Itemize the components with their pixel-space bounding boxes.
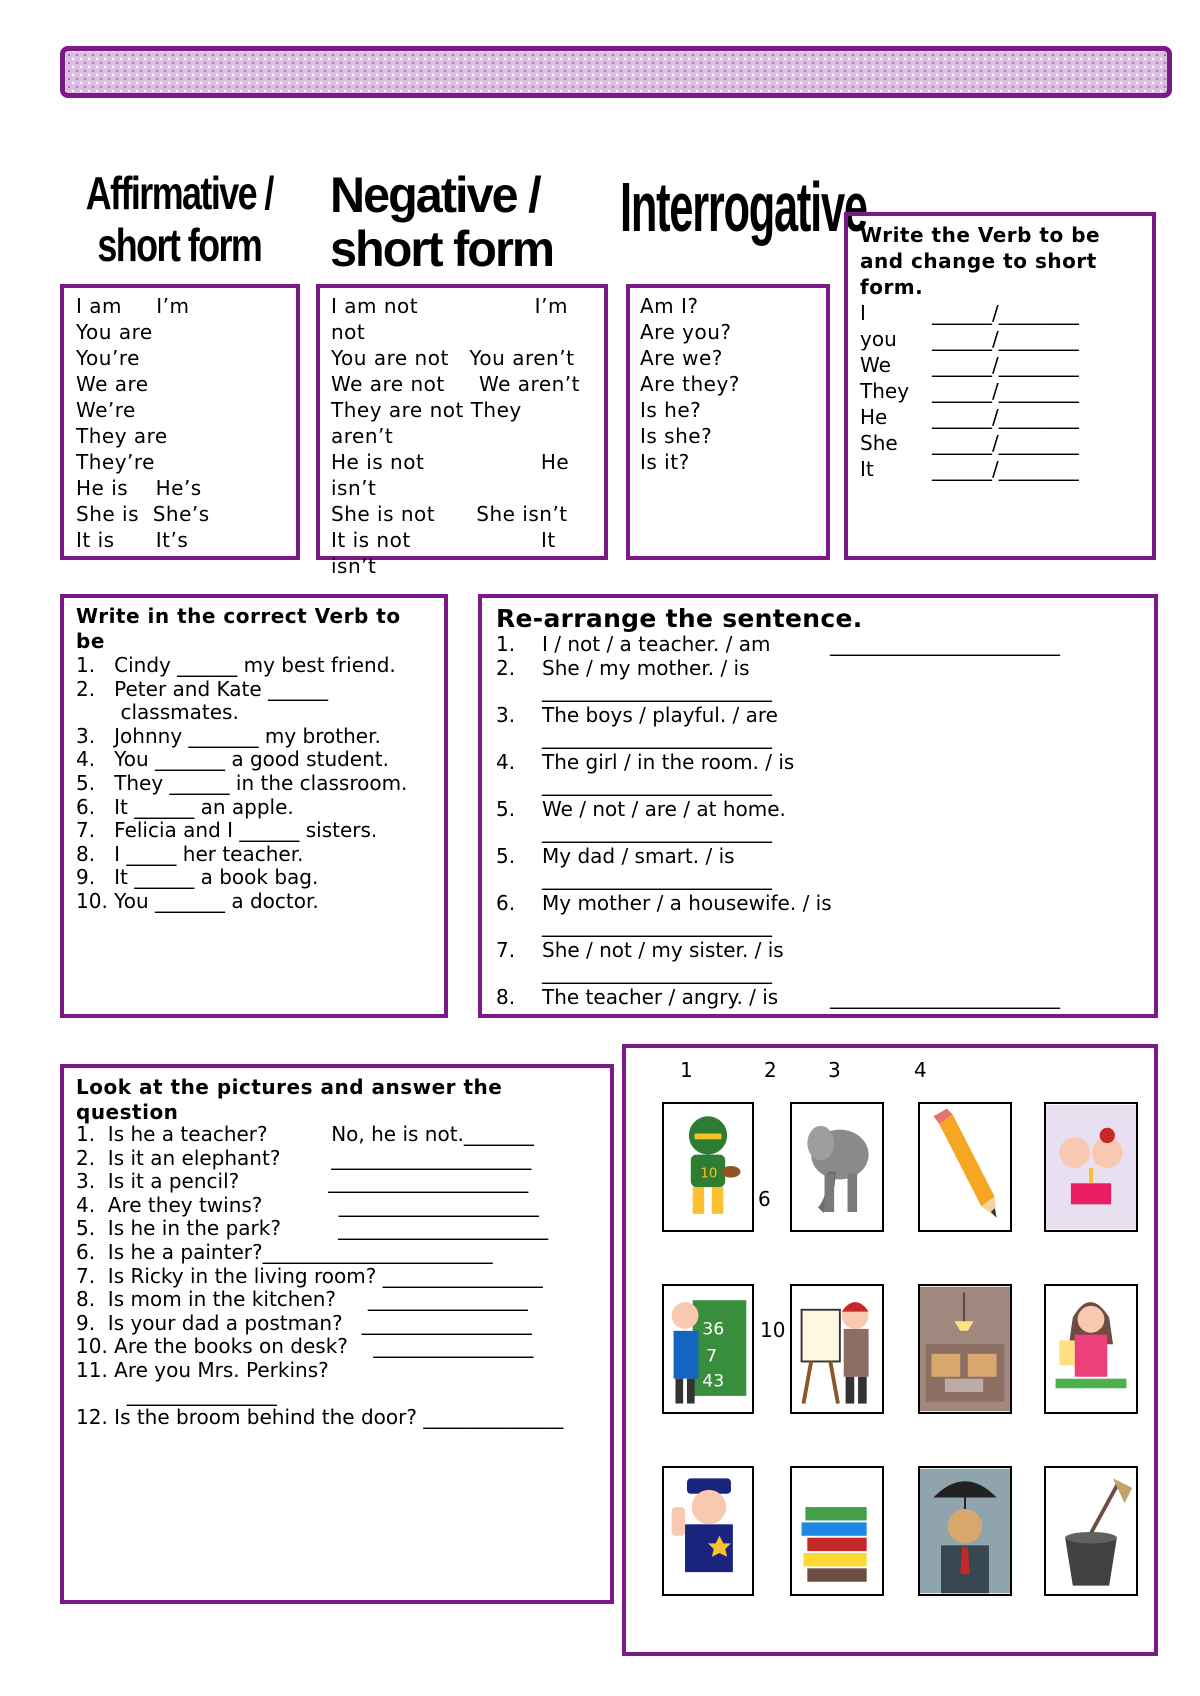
shortform-blank[interactable]: ______/________ (932, 457, 1079, 481)
negative-line: isn’t (331, 554, 377, 578)
rearrange-text: I / not / a teacher. / am (542, 632, 771, 656)
question-item: 3. Is it a pencil? ____________________ (76, 1169, 529, 1194)
heading-negative-line1: Negative / (330, 167, 540, 223)
rearrange-answer-blank[interactable]: _______________________ (542, 772, 772, 796)
verb-to-be-item: 2. Peter and Kate ______ (76, 676, 329, 701)
verb-to-be-list (76, 654, 407, 914)
affirmative-line: It is It’s (76, 528, 189, 552)
question-item: 9. Is your dad a postman? _________________ (76, 1310, 532, 1335)
rearrange-number: 7. (496, 938, 516, 962)
verb-to-be-item: 3. Johnny _______ my brother. (76, 723, 381, 748)
rearrange-list (496, 632, 1146, 1032)
rearrange-text: She / my mother. / is (542, 656, 750, 680)
rearrange-number: 6. (496, 891, 516, 915)
heading-negative-line2: short form (330, 221, 554, 277)
picture-police-officer (662, 1466, 754, 1596)
negative-line: I am not I’m (331, 294, 568, 318)
negative-line: isn’t (331, 476, 377, 500)
affirmative-line: We are (76, 372, 149, 396)
rearrange-number: 2. (496, 656, 516, 680)
question-item: 11. Are you Mrs. Perkins? (76, 1357, 329, 1382)
rearrange-text: The teacher / angry. / is (542, 985, 779, 1009)
picture-books (790, 1466, 884, 1596)
shortform-row (860, 404, 1079, 430)
rearrange-answer-blank[interactable]: _______________________ (542, 725, 772, 749)
shortform-rows (860, 300, 1079, 482)
affirmative-line: You’re (76, 346, 140, 370)
verb-to-be-item: 8. I _____ her teacher. (76, 841, 304, 866)
picture-painter (790, 1284, 884, 1414)
shortform-pronoun: They (860, 379, 910, 403)
picture-number-4: 4 (914, 1058, 927, 1082)
rearrange-item (496, 938, 1146, 985)
interrogative-line: Is she? (640, 424, 713, 448)
picture-elephant (790, 1102, 884, 1232)
shortform-row (860, 300, 1079, 326)
affirmative-line: They’re (76, 450, 155, 474)
svg-text:10: 10 (700, 1166, 718, 1182)
rearrange-answer-blank[interactable]: _______________________ (542, 866, 772, 890)
question-item: 7. Is Ricky in the living room? ________________ (76, 1263, 543, 1288)
shortform-blank[interactable]: ______/________ (932, 379, 1079, 403)
picture-number-6: 6 (758, 1187, 771, 1211)
negative-line: We are not We aren’t (331, 372, 580, 396)
question-item: 4. Are they twins? ____________________ (76, 1192, 539, 1217)
shortform-blank[interactable]: ______/________ (932, 301, 1079, 325)
rearrange-text: We / not / are / at home. (542, 797, 786, 821)
rearrange-number: 5. (496, 797, 516, 821)
question-item: 12. Is the broom behind the door? ______________ (76, 1405, 564, 1430)
decorative-banner (60, 46, 1172, 98)
interrogative-line: Am I? (640, 294, 699, 318)
rearrange-number: 5. (496, 844, 516, 868)
shortform-title-line1: Write the Verb to be (860, 223, 1101, 247)
interrogative-line: Is it? (640, 450, 690, 474)
rearrange-number: 8. (496, 985, 516, 1009)
rearrange-answer-blank[interactable]: _______________________ (830, 632, 1060, 656)
interrogative-line: Are you? (640, 320, 732, 344)
question-item: 8. Is mom in the kitchen? ________________ (76, 1287, 528, 1312)
question-item: 1. Is he a teacher? No, he is not._______ (76, 1122, 534, 1146)
verb-to-be-item: 7. Felicia and I ______ sisters. (76, 818, 378, 843)
picture-living-room (918, 1284, 1012, 1414)
heading-affirmative-line1: Affirmative / (85, 167, 273, 219)
negative-line: She is not She isn’t (331, 502, 568, 526)
affirmative-line: We’re (76, 398, 136, 422)
rearrange-text: She / not / my sister. / is (542, 938, 784, 962)
verb-to-be-item: 10. You _______ a doctor. (76, 888, 319, 913)
rearrange-item (496, 985, 1146, 1032)
question-item: _______________ (76, 1381, 277, 1406)
shortform-row (860, 430, 1079, 456)
affirmative-line: You are (76, 320, 153, 344)
rearrange-title: Re-arrange the sentence. (496, 604, 863, 633)
rearrange-answer-blank[interactable]: _______________________ (830, 985, 1060, 1009)
verb-to-be-item: 9. It ______ a book bag. (76, 865, 319, 890)
affirmative-line: He is He’s (76, 476, 202, 500)
shortform-pronoun: She (860, 431, 898, 455)
svg-text:7: 7 (706, 1346, 718, 1367)
negative-line: They are not They (331, 398, 522, 422)
picture-pencil (918, 1102, 1012, 1232)
picture-woman-cooking (1044, 1284, 1138, 1414)
rearrange-item (496, 750, 1146, 797)
picture-number-3: 3 (828, 1058, 841, 1082)
shortform-row (860, 456, 1079, 482)
picture-number-10: 10 (760, 1318, 786, 1342)
verb-to-be-item: 5. They ______ in the classroom. (76, 770, 408, 795)
rearrange-number: 4. (496, 750, 516, 774)
shortform-pronoun: He (860, 405, 888, 429)
question-item: 5. Is he in the park? _____________________ (76, 1216, 549, 1241)
interrogative-line: Is he? (640, 398, 702, 422)
shortform-blank[interactable]: ______/________ (932, 327, 1079, 351)
rearrange-text: My mother / a housewife. / is (542, 891, 832, 915)
shortform-row (860, 352, 1079, 378)
rearrange-item (496, 632, 1146, 656)
svg-text:36: 36 (702, 1319, 725, 1340)
negative-line: not (331, 320, 366, 344)
rearrange-number: 1. (496, 632, 516, 656)
negative-list (331, 293, 580, 579)
picture-twins-birthday (1044, 1102, 1138, 1232)
rearrange-text: The girl / in the room. / is (542, 750, 795, 774)
picture-football-player (662, 1102, 754, 1232)
questions-title-line1: Look at the pictures and answer the (76, 1075, 503, 1099)
shortform-pronoun: It (860, 457, 874, 481)
shortform-row (860, 378, 1079, 404)
verb-to-be-title-line2: be (76, 629, 105, 653)
shortform-title-line2: and change to short (860, 249, 1097, 273)
heading-negative (330, 167, 592, 277)
heading-affirmative-line2: short form (97, 219, 262, 271)
shortform-pronoun: We (860, 353, 891, 377)
verb-to-be-title-line1: Write in the correct Verb to (76, 604, 401, 628)
rearrange-text: My dad / smart. / is (542, 844, 735, 868)
interrogative-line: Are we? (640, 346, 723, 370)
question-item: 6. Is he a painter?_______________________ (76, 1239, 493, 1264)
affirmative-list (76, 293, 210, 553)
questions-list (76, 1123, 563, 1430)
questions-title-line2: question (76, 1100, 179, 1124)
shortform-pronoun: I (860, 301, 866, 325)
picture-number-1: 1 (680, 1058, 693, 1082)
negative-line: He is not He (331, 450, 570, 474)
rearrange-answer-blank[interactable]: _______________________ (542, 960, 772, 984)
negative-line: You are not You aren’t (331, 346, 575, 370)
verb-to-be-item: 6. It ______ an apple. (76, 794, 294, 819)
shortform-blank[interactable]: ______/________ (932, 353, 1079, 377)
heading-interrogative: Interrogative (620, 168, 867, 246)
rearrange-answer-blank[interactable]: _______________________ (542, 913, 772, 937)
affirmative-line: They are (76, 424, 168, 448)
heading-affirmative (74, 167, 285, 271)
question-item: 10. Are the books on desk? ________________ (76, 1334, 534, 1359)
rearrange-number: 3. (496, 703, 516, 727)
shortform-title (860, 222, 1100, 300)
picture-broom-bucket (1044, 1466, 1138, 1596)
verb-to-be-item: classmates. (76, 700, 239, 725)
svg-text:43: 43 (702, 1371, 725, 1392)
interrogative-line: Are they? (640, 372, 740, 396)
verb-to-be-item: 1. Cindy ______ my best friend. (76, 653, 396, 677)
rearrange-text: The boys / playful. / are (542, 703, 778, 727)
shortform-pronoun: you (860, 327, 897, 351)
picture-teacher-at-board (662, 1284, 754, 1414)
rearrange-answer-blank[interactable]: _______________________ (542, 678, 772, 702)
rearrange-item (496, 703, 1146, 750)
affirmative-line: I am I’m (76, 294, 190, 318)
picture-number-2: 2 (764, 1058, 777, 1082)
rearrange-answer-blank[interactable]: _______________________ (542, 819, 772, 843)
questions-title (76, 1075, 502, 1125)
negative-line: aren’t (331, 424, 394, 448)
interrogative-list (640, 293, 740, 475)
verb-to-be-item: 4. You _______ a good student. (76, 747, 389, 772)
negative-line: It is not It (331, 528, 556, 552)
rearrange-item (496, 891, 1146, 938)
question-item: 2. Is it an elephant? ____________________ (76, 1145, 532, 1170)
rearrange-item (496, 656, 1146, 703)
rearrange-item (496, 844, 1146, 891)
affirmative-line: She is She’s (76, 502, 210, 526)
picture-man-with-umbrella (918, 1466, 1012, 1596)
shortform-title-line3: form. (860, 275, 924, 299)
shortform-blank[interactable]: ______/________ (932, 431, 1079, 455)
verb-to-be-title (76, 604, 401, 654)
shortform-row (860, 326, 1079, 352)
rearrange-item (496, 797, 1146, 844)
shortform-blank[interactable]: ______/________ (932, 405, 1079, 429)
